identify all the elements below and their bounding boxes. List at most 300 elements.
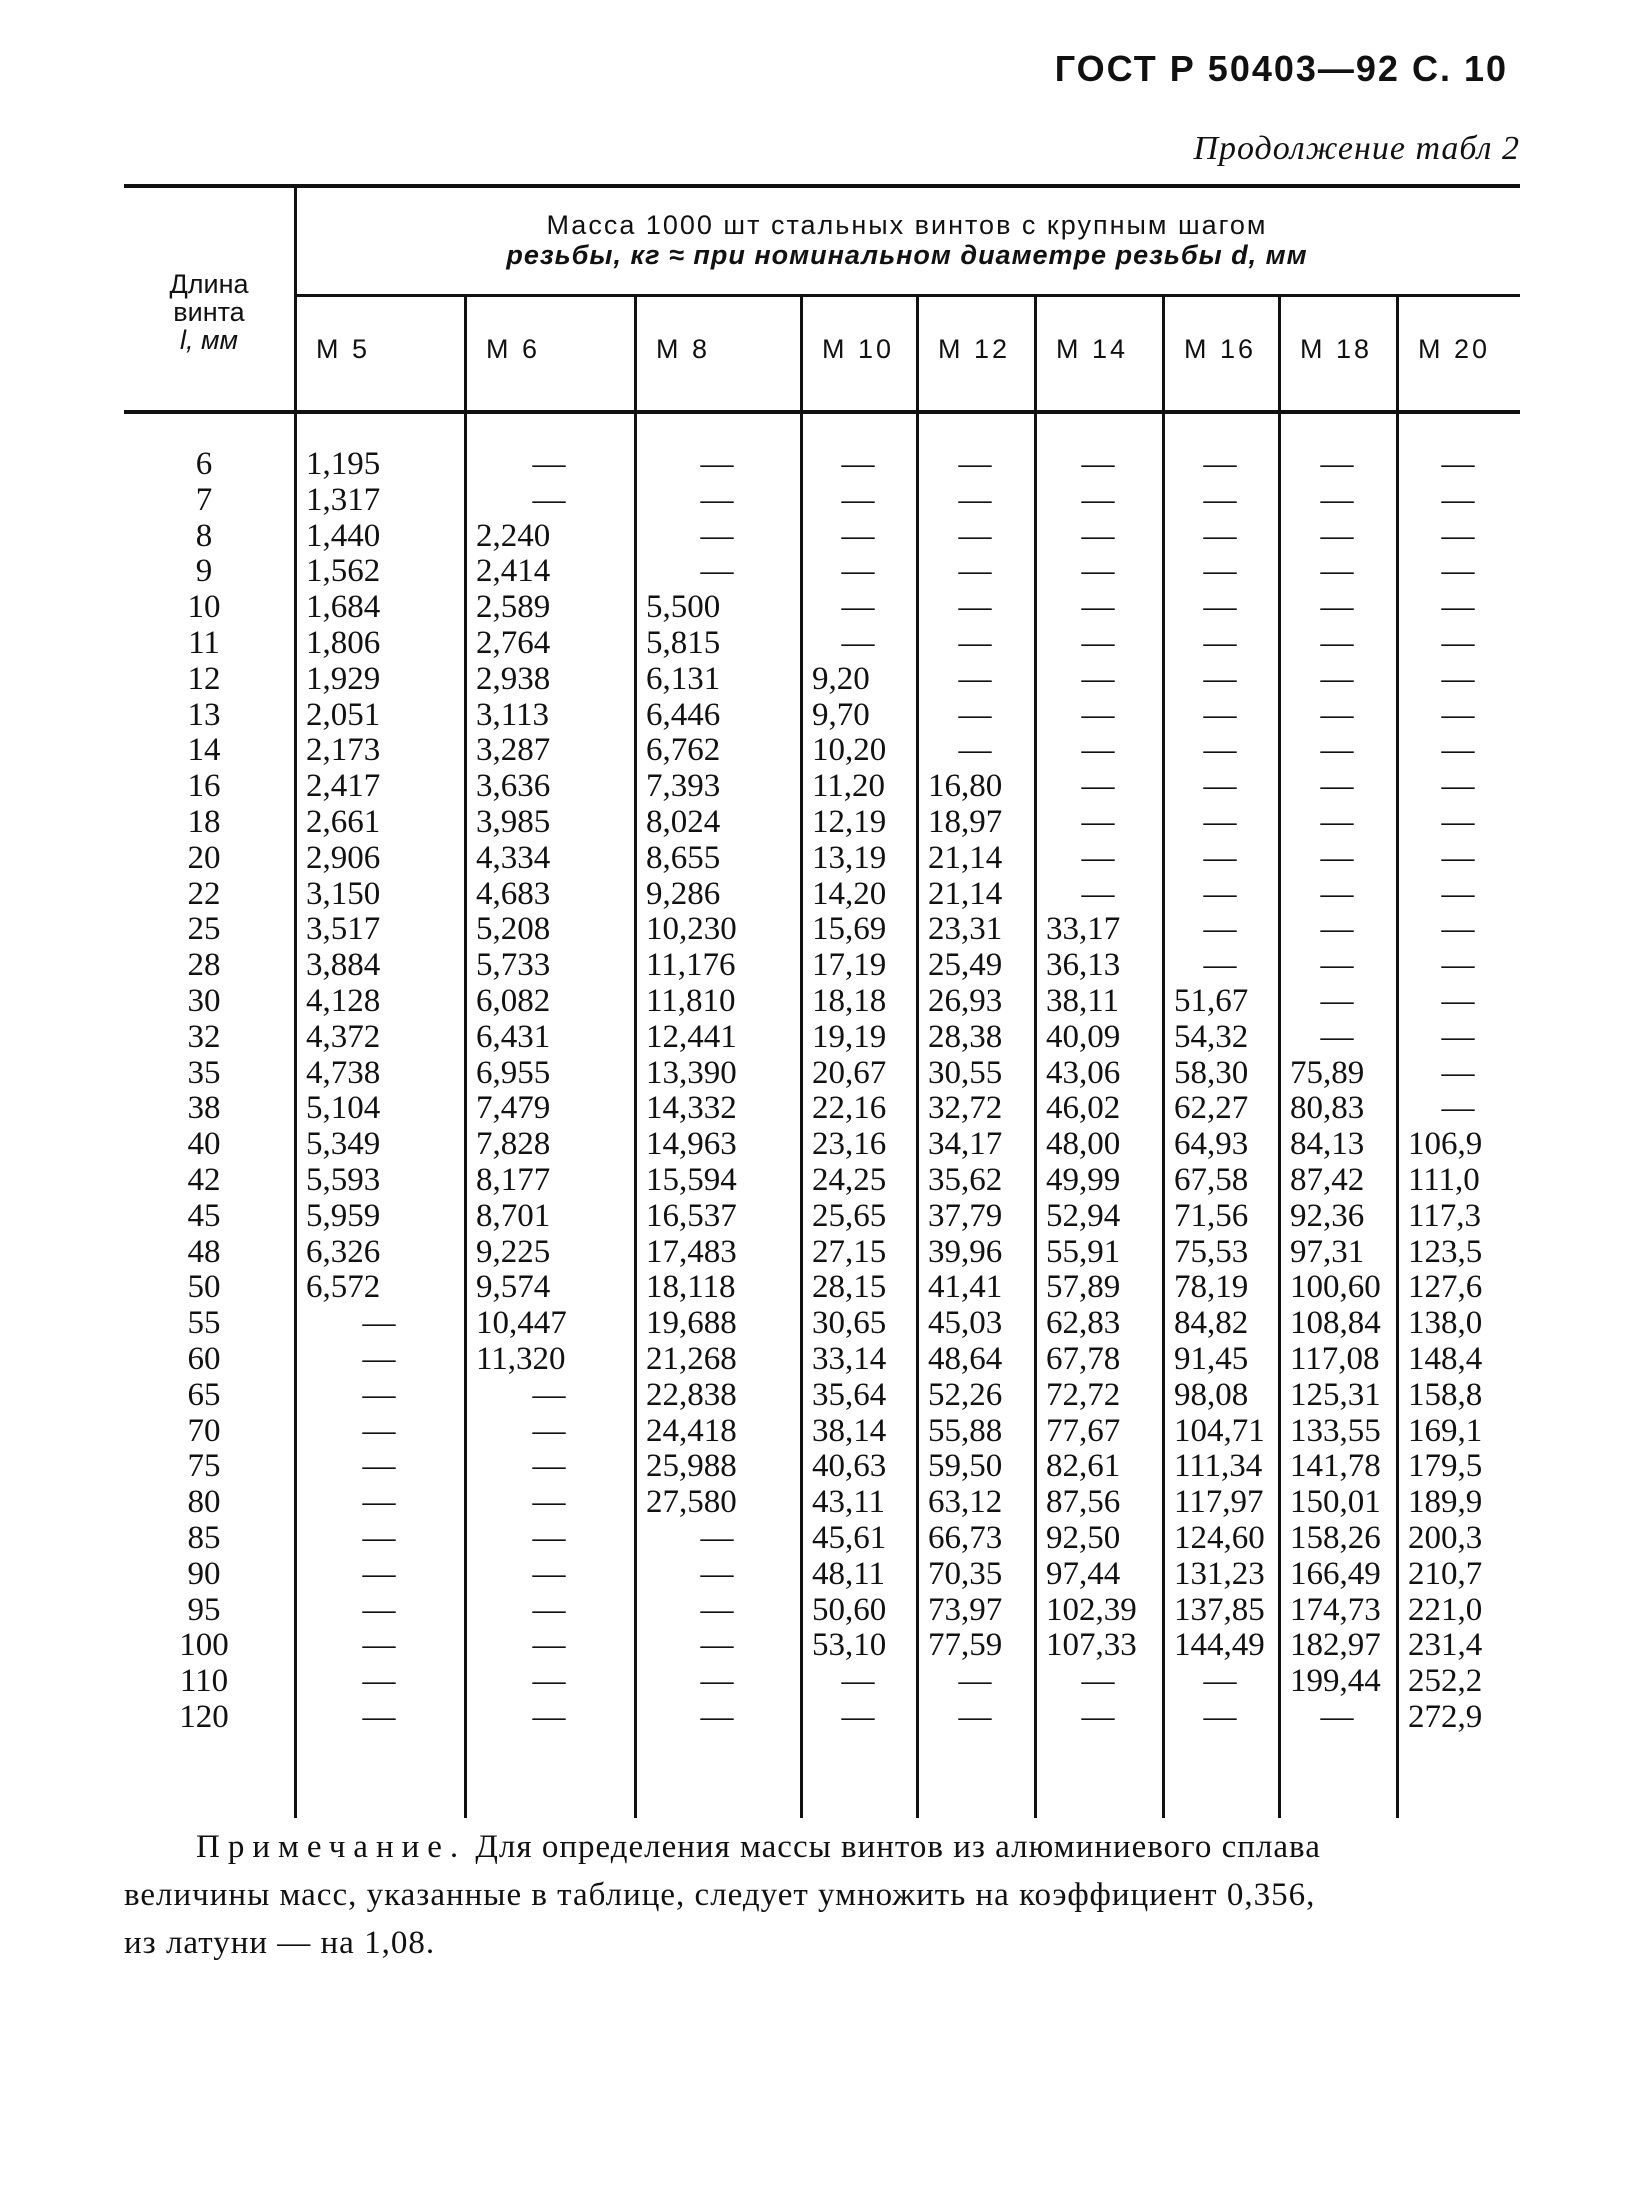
table-header-mid-rule [294,294,1520,297]
column-header-1: М 5 [316,334,371,364]
mass-cell: 8,655 [646,839,721,876]
mass-cell: 6,082 [476,983,551,1019]
mass-cell: 4,334 [476,839,551,876]
length-cell: 32 [187,1018,221,1055]
mass-cell: 87,42 [1290,1162,1365,1198]
mass-cell: 40,09 [1046,1018,1121,1055]
length-cell: 10 [187,589,221,626]
mass-cell: 71,56 [1174,1197,1249,1234]
length-cell: 22 [187,875,221,912]
length-cell: 60 [187,1341,221,1377]
mass-cell: 1,317 [306,481,381,518]
mass-cell: 2,414 [476,553,551,590]
mass-cell: 11,20 [812,768,886,805]
mass-cell: — [1081,589,1115,626]
mass-cell: — [841,446,875,482]
mass-cell: 108,84 [1290,1305,1381,1342]
mass-cell: 33,14 [812,1341,887,1377]
mass-cell: 84,82 [1174,1305,1249,1342]
mass-cell: 2,589 [476,589,551,626]
length-cell: 95 [187,1591,221,1628]
mass-cell: — [958,732,992,769]
mass-cell: 4,128 [306,983,381,1019]
mass-cell: 45,61 [812,1520,887,1556]
mass-cell: — [1081,1663,1115,1700]
mass-cell: 13,19 [812,839,887,876]
mass-cell: 5,733 [476,947,551,984]
mass-cell: — [362,1591,396,1628]
length-cell: 6 [195,446,213,482]
table-continuation-label: Продолжение табл 2 [1193,130,1520,167]
mass-cell: 21,268 [646,1341,737,1377]
mass-cell: — [1320,732,1354,769]
mass-cell: — [1203,696,1237,733]
mass-cell: 57,89 [1046,1269,1121,1306]
mass-cell: 27,580 [646,1484,737,1521]
mass-cell: 125,31 [1290,1376,1381,1413]
mass-cell: — [532,481,566,518]
mass-cell: 5,208 [476,911,551,948]
length-cell: 50 [187,1269,221,1306]
mass-cell: 23,16 [812,1126,887,1163]
mass-cell: — [841,1699,875,1735]
note-line-3: из латуни — на 1,08. [124,1925,436,1961]
mass-cell: 48,00 [1046,1126,1121,1163]
mass-cell: — [1203,589,1237,626]
mass-cell: 52,26 [928,1376,1003,1413]
mass-cell: 51,67 [1174,983,1249,1019]
mass-cell: 24,418 [646,1412,737,1449]
mass-cell: 75,53 [1174,1233,1249,1270]
mass-cell: 5,815 [646,625,721,661]
mass-cell: 37,79 [928,1197,1003,1234]
mass-cell: — [1441,553,1475,590]
mass-cell: 11,320 [476,1341,566,1377]
mass-cell: — [532,1591,566,1628]
mass-cell: 15,594 [646,1162,737,1198]
length-cell: 14 [187,732,221,769]
column-header-6: М 14 [1056,334,1129,364]
mass-cell: — [1203,553,1237,590]
mass-cell: 158,26 [1290,1520,1381,1556]
length-cell: 13 [187,696,221,733]
mass-cell: — [841,1663,875,1700]
mass-cell: 199,44 [1290,1663,1381,1700]
length-cell: 7 [195,481,213,518]
mass-cell: 2,906 [306,839,381,876]
mass-cell: — [1081,446,1115,482]
mass-cell: 66,73 [928,1520,1003,1556]
mass-cell: — [1441,446,1475,482]
mass-cell: 10,230 [646,911,737,948]
mass-cell: 43,06 [1046,1054,1121,1091]
mass-cell: 63,12 [928,1484,1003,1521]
mass-cell: 2,938 [476,660,551,697]
mass-cell: 48,64 [928,1341,1003,1377]
column-header-3: М 8 [656,334,711,364]
mass-cell: 34,17 [928,1126,1003,1163]
mass-cell: — [1081,481,1115,518]
mass-cell: 91,45 [1174,1341,1249,1377]
length-cell: 12 [187,660,221,697]
mass-cell: 43,11 [812,1484,886,1521]
length-cell: 11 [188,625,220,661]
mass-cell: 111,0 [1408,1162,1480,1198]
mass-cell: 14,20 [812,875,887,912]
mass-cell: — [958,446,992,482]
mass-cell: — [532,1555,566,1592]
mass-cell: 1,195 [306,446,381,482]
mass-cell: — [1081,625,1115,661]
mass-cell: 19,688 [646,1305,737,1342]
mass-cell: 38,14 [812,1412,887,1449]
mass-cell: — [958,1663,992,1700]
mass-cell: — [532,1627,566,1664]
mass-cell: — [1203,1663,1237,1700]
mass-cell: 6,572 [306,1269,381,1306]
mass-cell: — [1441,1018,1475,1055]
mass-cell: 4,738 [306,1054,381,1091]
mass-cell: 18,118 [646,1269,736,1306]
mass-cell: 117,3 [1408,1197,1482,1234]
mass-cell: 35,62 [928,1162,1003,1198]
mass-cell: 52,94 [1046,1197,1121,1234]
mass-cell: — [1203,517,1237,554]
mass-cell: 1,440 [306,517,381,554]
mass-cell: 107,33 [1046,1627,1137,1664]
mass-cell: 100,60 [1290,1269,1381,1306]
length-cell: 8 [195,517,213,554]
mass-cell: — [362,1663,396,1700]
mass-cell: 6,446 [646,696,721,733]
note-label: Примечание. [196,1829,467,1865]
mass-cell: — [1320,768,1354,805]
mass-cell: — [958,481,992,518]
mass-cell: 5,500 [646,589,721,626]
mass-cell: 28,38 [928,1018,1003,1055]
mass-cell: — [1081,660,1115,697]
length-cell: 20 [187,839,221,876]
mass-cell: 10,447 [476,1305,567,1342]
mass-cell: — [1203,804,1237,840]
mass-cell: — [700,517,734,554]
mass-cell: — [1320,947,1354,984]
mass-cell: 18,97 [928,804,1003,840]
mass-cell: 3,985 [476,804,551,840]
mass-cell: 1,929 [306,660,381,697]
mass-cell: — [958,625,992,661]
mass-cell: 6,955 [476,1054,551,1091]
mass-cell: 53,10 [812,1627,887,1664]
mass-cell: 48,11 [812,1555,886,1592]
mass-cell: — [1081,553,1115,590]
mass-cell: 73,97 [928,1591,1003,1628]
length-cell: 120 [179,1699,229,1735]
mass-cell: 200,3 [1408,1520,1483,1556]
mass-cell: — [362,1448,396,1485]
mass-cell: 3,884 [306,947,381,984]
mass-cell: 8,177 [476,1162,551,1198]
mass-cell: 17,19 [812,947,887,984]
mass-cell: — [1320,481,1354,518]
length-cell: 90 [187,1555,221,1592]
mass-span-header-line-2: резьбы, кг ≈ при номинальном диаметре резьбы d, мм [506,240,1308,270]
mass-cell: 67,58 [1174,1162,1249,1198]
mass-cell: 166,49 [1290,1555,1381,1592]
mass-cell: 30,55 [928,1054,1003,1091]
mass-cell: — [362,1520,396,1556]
mass-cell: 41,41 [928,1269,1003,1306]
mass-cell: 75,89 [1290,1054,1365,1091]
mass-cell: 138,0 [1408,1305,1483,1342]
mass-cell: 6,762 [646,732,721,769]
mass-cell: 35,64 [812,1376,887,1413]
mass-cell: 14,963 [646,1126,737,1163]
mass-cell: 59,50 [928,1448,1003,1485]
mass-cell: 13,390 [646,1054,737,1091]
mass-cell: 158,8 [1408,1376,1483,1413]
mass-cell: — [1081,517,1115,554]
length-header-line-1: Длина [169,269,249,299]
mass-cell: 5,349 [306,1126,381,1163]
mass-cell: — [841,517,875,554]
mass-cell: 39,96 [928,1233,1003,1270]
mass-cell: 55,91 [1046,1233,1121,1270]
mass-cell: 141,78 [1290,1448,1381,1485]
mass-cell: 5,593 [306,1162,381,1198]
mass-cell: — [700,1555,734,1592]
mass-cell: 210,7 [1408,1555,1483,1592]
column-header-4: М 10 [822,334,895,364]
mass-cell: 25,988 [646,1448,737,1485]
mass-cell: 137,85 [1174,1591,1265,1628]
mass-cell: 33,17 [1046,911,1121,948]
mass-cell: 18,18 [812,983,887,1019]
length-cell: 48 [187,1233,221,1270]
mass-cell: — [1203,1699,1237,1735]
mass-cell: 14,332 [646,1090,737,1127]
mass-cell: — [1203,481,1237,518]
mass-cell: 3,287 [476,732,551,769]
mass-cell: — [1441,660,1475,697]
mass-cell: 127,6 [1408,1269,1483,1306]
length-header-line-2: винта [173,297,245,327]
mass-cell: — [1441,1054,1475,1091]
mass-cell: 9,286 [646,875,721,912]
mass-cell: — [958,660,992,697]
mass-cell: 252,2 [1408,1663,1483,1700]
mass-cell: 80,83 [1290,1090,1365,1127]
mass-cell: 9,20 [812,660,870,697]
length-cell: 28 [187,947,221,984]
mass-cell: 45,03 [928,1305,1003,1342]
mass-cell: — [1081,839,1115,876]
mass-cell: — [532,1663,566,1700]
mass-cell: — [1203,839,1237,876]
length-column-header [124,270,294,354]
table-top-rule [124,184,1520,188]
mass-cell: — [1203,947,1237,984]
mass-cell: 50,60 [812,1591,887,1628]
note-line-2: величины масс, указанные в таблице, следует умножить на коэффициент 0,356, [124,1877,1316,1913]
mass-cell: 17,483 [646,1233,737,1270]
mass-cell: 49,99 [1046,1162,1121,1198]
mass-cell: 150,01 [1290,1484,1381,1521]
mass-cell: — [1320,625,1354,661]
mass-cell: 2,173 [306,732,381,769]
length-cell: 70 [187,1412,221,1449]
mass-span-header [294,210,1520,270]
mass-cell: — [841,589,875,626]
mass-cell: 106,9 [1408,1126,1483,1163]
mass-cell: 77,67 [1046,1412,1121,1449]
mass-cell: 92,50 [1046,1520,1121,1556]
mass-cell: 70,35 [928,1555,1003,1592]
mass-cell: 16,537 [646,1197,737,1234]
length-cell: 38 [187,1090,221,1127]
mass-cell: 221,0 [1408,1591,1483,1628]
table-note [124,1823,1520,1967]
mass-cell: 104,71 [1174,1412,1265,1449]
mass-cell: — [362,1305,396,1342]
mass-cell: 30,65 [812,1305,887,1342]
mass-cell: — [532,1484,566,1521]
mass-cell: 24,25 [812,1162,887,1198]
length-header-line-3: l, мм [179,325,239,355]
mass-cell: — [532,446,566,482]
mass-cell: 3,636 [476,768,551,805]
mass-cell: 92,36 [1290,1197,1365,1234]
mass-cell: 144,49 [1174,1627,1265,1664]
mass-cell: — [532,1412,566,1449]
mass-cell: 55,88 [928,1412,1003,1449]
mass-cell: 124,60 [1174,1520,1265,1556]
mass-cell: — [1081,804,1115,840]
mass-cell: — [532,1448,566,1485]
mass-cell: — [700,1627,734,1664]
mass-cell: 21,14 [928,875,1003,912]
mass-cell: — [1081,1699,1115,1735]
length-cell: 42 [187,1162,221,1198]
mass-cell: 38,11 [1046,983,1120,1019]
mass-cell: 9,574 [476,1269,551,1306]
mass-cell: — [700,1699,734,1735]
mass-cell: — [1320,804,1354,840]
mass-cell: — [362,1412,396,1449]
mass-cell: 98,08 [1174,1376,1249,1413]
mass-cell: — [1441,839,1475,876]
mass-cell: — [1320,983,1354,1019]
mass-cell: 6,326 [306,1233,381,1270]
column-header-7: М 16 [1184,334,1257,364]
mass-cell: 10,20 [812,732,887,769]
column-header-5: М 12 [938,334,1011,364]
mass-cell: 4,372 [306,1018,381,1055]
mass-cell: 1,684 [306,589,381,626]
mass-cell: 64,93 [1174,1126,1249,1163]
mass-cell: — [1441,911,1475,948]
mass-cell: 62,83 [1046,1305,1121,1342]
mass-cell: 133,55 [1290,1412,1381,1449]
mass-cell: 7,393 [646,768,721,805]
length-cell: 100 [179,1627,229,1664]
mass-cell: 54,32 [1174,1018,1249,1055]
mass-cell: — [1081,768,1115,805]
mass-cell: 19,19 [812,1018,887,1055]
mass-cell: — [532,1376,566,1413]
mass-cell: 62,27 [1174,1090,1249,1127]
mass-span-header-line-1: Масса 1000 шт стальных винтов с крупным шагом [546,210,1268,240]
mass-cell: 148,4 [1408,1341,1483,1377]
mass-cell: 117,97 [1174,1484,1264,1521]
mass-cell: 12,441 [646,1018,737,1055]
mass-cell: 123,5 [1408,1233,1483,1270]
mass-cell: — [1081,875,1115,912]
mass-cell: 72,72 [1046,1376,1121,1413]
mass-cell: 32,72 [928,1090,1003,1127]
length-cell: 9 [195,553,213,590]
note-text-1: Для определения массы винтов из алюминиевого сплава [475,1829,1321,1865]
mass-cell: 179,5 [1408,1448,1483,1485]
mass-cell: — [841,625,875,661]
mass-cell: 67,78 [1046,1341,1121,1377]
mass-cell: — [1320,875,1354,912]
mass-cell: 3,517 [306,911,381,948]
mass-cell: 117,08 [1290,1341,1380,1377]
mass-cell: 87,56 [1046,1484,1121,1521]
page-header: ГОСТ Р 50403—92 С. 10 [1054,48,1508,89]
mass-cell: — [700,446,734,482]
mass-cell: 77,59 [928,1627,1003,1664]
mass-cell: — [1441,481,1475,518]
mass-cell: — [1203,446,1237,482]
mass-cell: — [362,1699,396,1735]
mass-cell: — [1320,589,1354,626]
mass-cell: — [1320,1699,1354,1735]
mass-cell: 3,113 [476,696,550,733]
mass-cell: 189,9 [1408,1484,1483,1521]
length-cell: 45 [187,1197,221,1234]
mass-cell: — [841,553,875,590]
length-cell: 35 [187,1054,221,1091]
mass-cell: 25,65 [812,1197,887,1234]
mass-cell: — [1203,875,1237,912]
mass-cell: 2,240 [476,517,551,554]
mass-cell: — [700,1520,734,1556]
mass-cell: 11,176 [646,947,736,984]
length-cell: 75 [187,1448,221,1485]
mass-cell: 111,34 [1174,1448,1263,1485]
mass-cell: — [958,696,992,733]
mass-cell: — [362,1627,396,1664]
mass-cell: — [841,481,875,518]
mass-cell: 84,13 [1290,1126,1365,1163]
mass-cell: 28,15 [812,1269,887,1306]
mass-cell: 11,810 [646,983,736,1019]
length-cell: 18 [187,804,221,840]
column-header-2: М 6 [486,334,541,364]
mass-cell: 2,417 [306,768,381,805]
mass-cell: — [532,1699,566,1735]
mass-cell: 5,959 [306,1197,381,1234]
mass-cell: — [1320,696,1354,733]
length-cell: 30 [187,983,221,1019]
mass-cell: — [1441,875,1475,912]
mass-cell: — [1320,553,1354,590]
mass-cell: — [700,1663,734,1700]
mass-cell: 7,479 [476,1090,551,1127]
mass-cell: 82,61 [1046,1448,1121,1485]
